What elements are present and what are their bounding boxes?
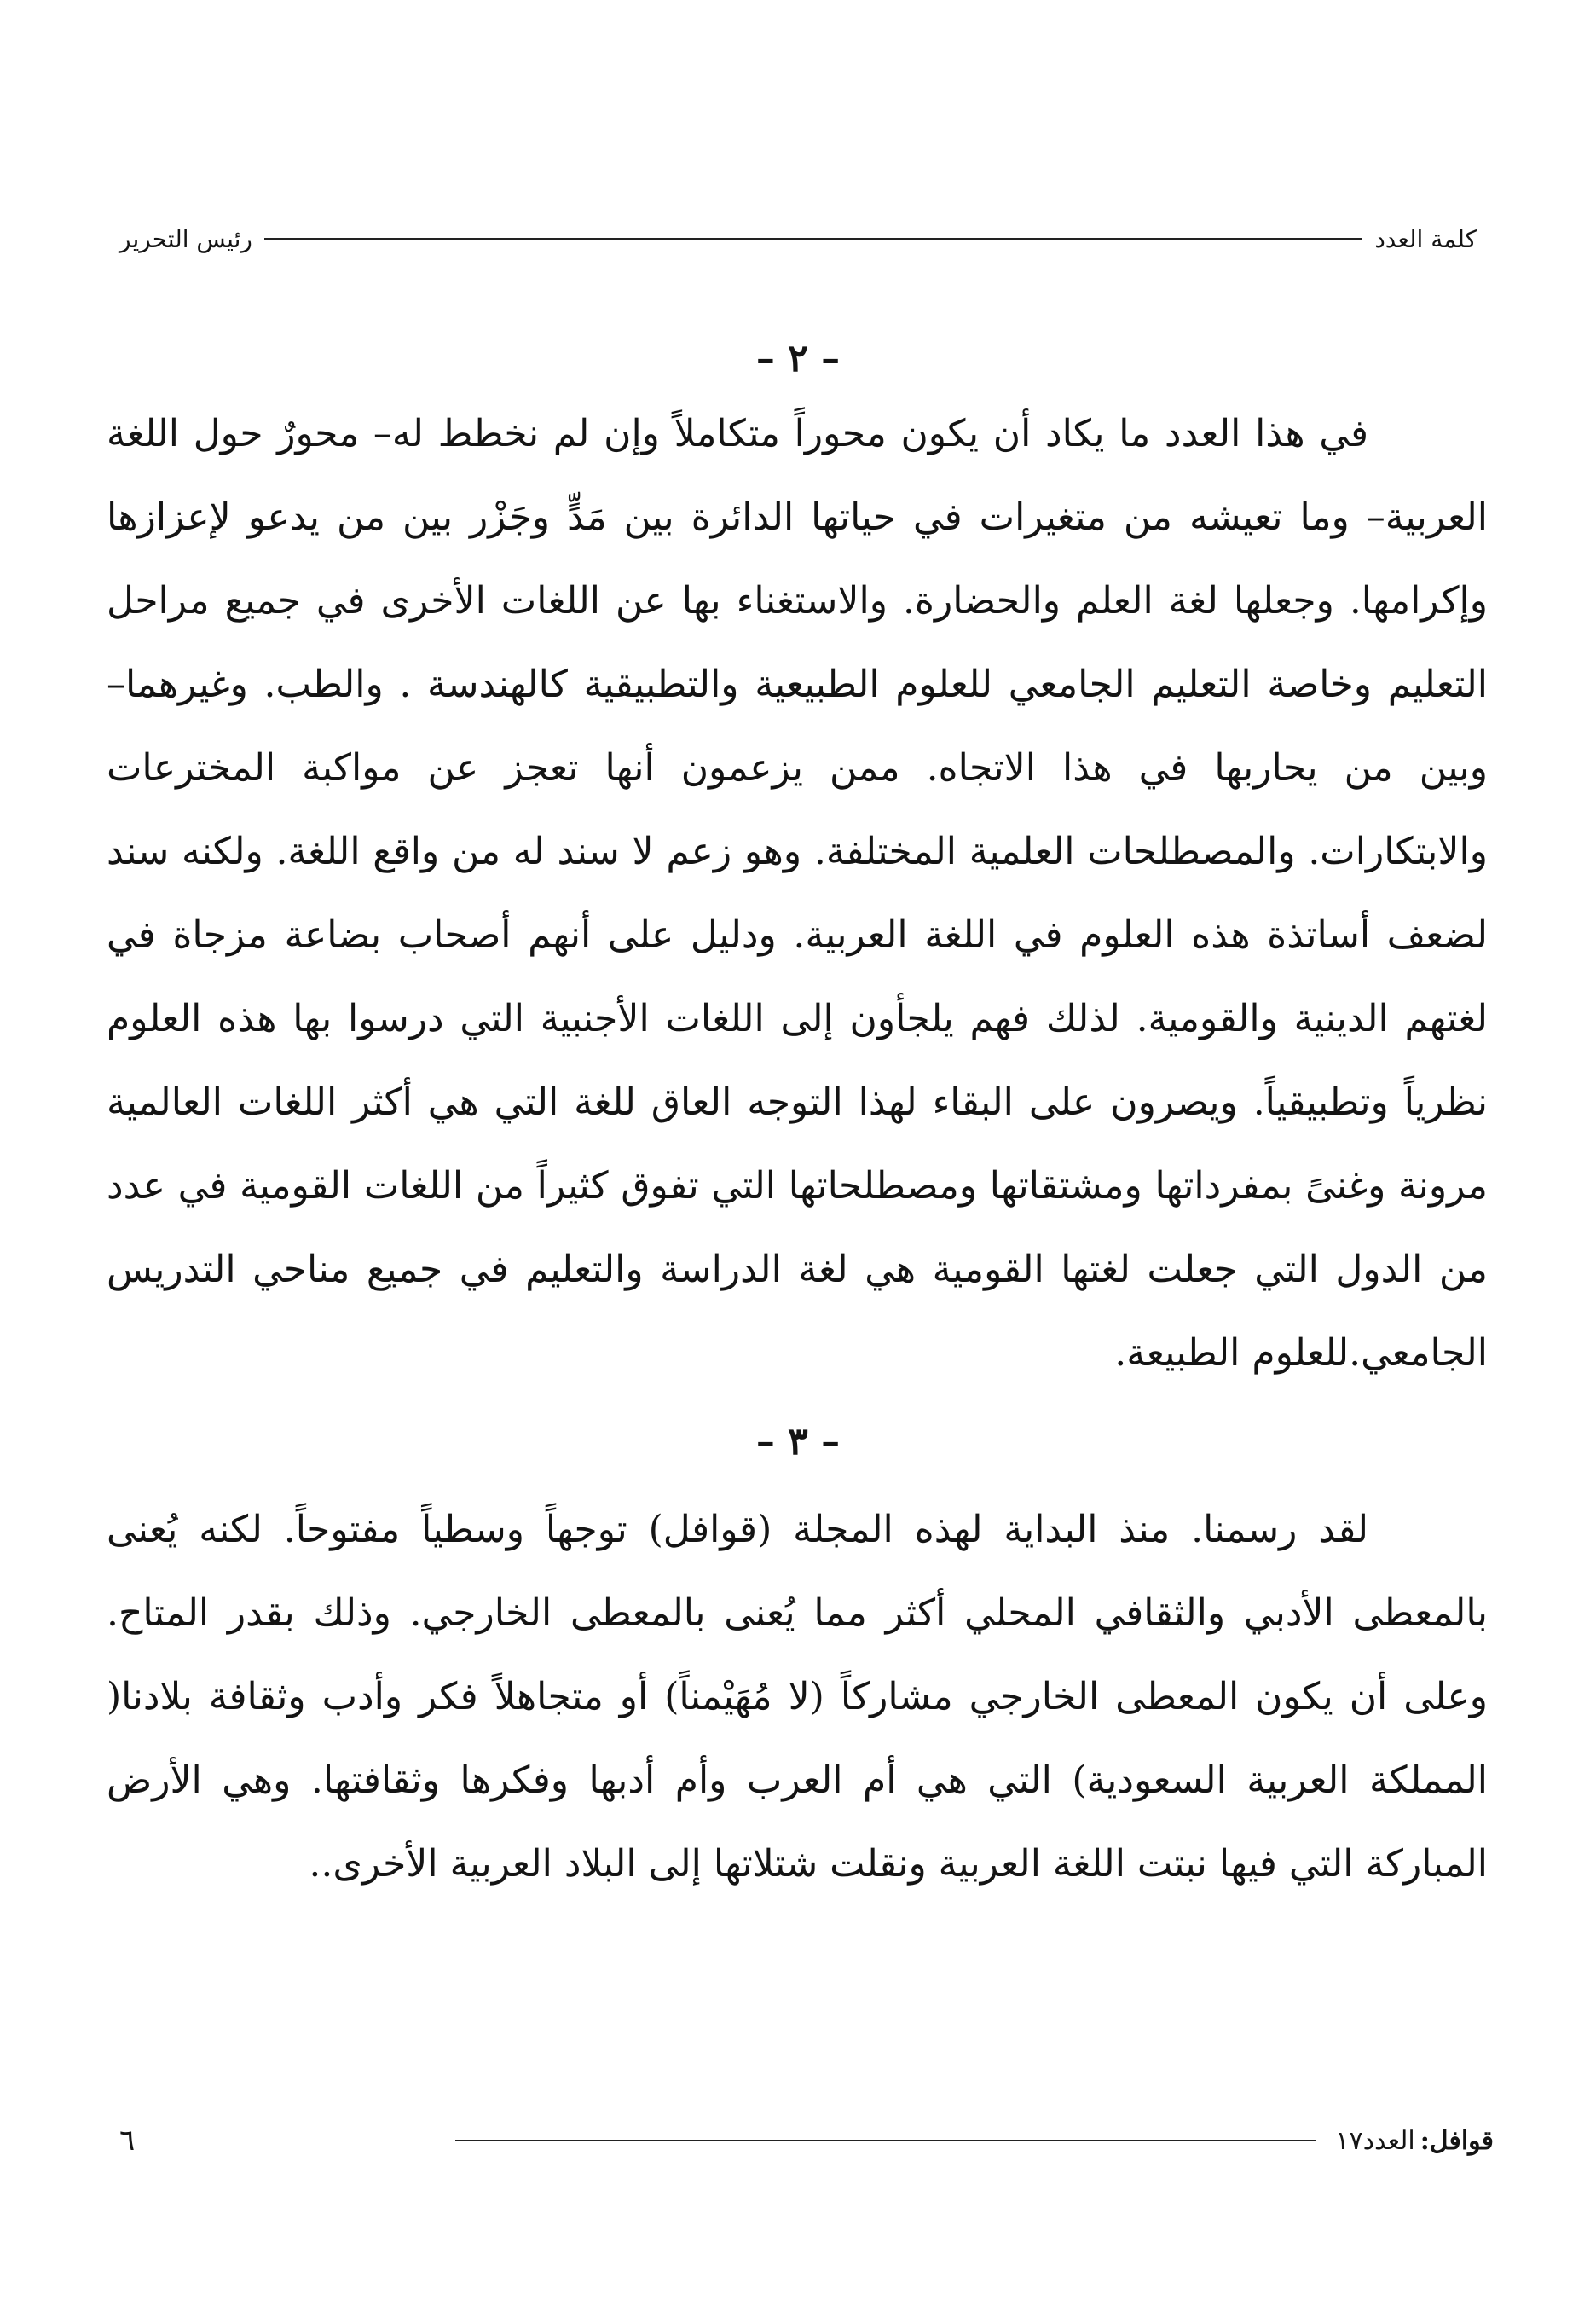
footer-magazine-name: قوافل: bbox=[1420, 2125, 1494, 2156]
section-number-3: – ٣ – bbox=[755, 1420, 841, 1463]
section-3-body bbox=[107, 1488, 1488, 1906]
page-number: ٦ bbox=[119, 2123, 136, 2158]
section-number-2: – ٢ – bbox=[755, 337, 841, 380]
section-3-paragraph: لقد رسمنا. منذ البداية لهذه المجلة (قوافل) توجهاً وسطياً مفتوحاً. لكنه يُعنى بالمعطى الأدبي والثقافي المحلي أكثر مما يُعنى بالمعطى الخارجي. وذلك بقدر المتاح. وعلى أن يكون المعطى الخارجي مشاركاً (لا مُهَيْمناً) أو متجاهلاً فكر وأدب وثقافة بلادنا( المملكة العربية السعودية) التي هي أم العرب وأم أدبها وفكرها وثقافتها. وهي الأرض المباركة التي فيها نبتت اللغة العربية ونقلت شتلاتها إلى البلاد العربية الأخرى.. bbox=[107, 1508, 1488, 1886]
running-footer bbox=[119, 2115, 1494, 2166]
section-2-body bbox=[107, 392, 1488, 1395]
footer-rule bbox=[455, 2140, 1316, 2141]
header-rule bbox=[264, 238, 1362, 240]
header-section-label: كلمة العدد bbox=[1374, 224, 1477, 253]
header-author-label: رئيس التحرير bbox=[119, 224, 252, 253]
section-2-paragraph: في هذا العدد ما يكاد أن يكون محوراً متكاملاً وإن لم نخطط له– محورٌ حول اللغة العربية– وما تعيشه من متغيرات في حياتها الدائرة بين مَدٍّ وجَزْر بين من يدعو لإعزازها وإكرامها. وجعلها لغة العلم والحضارة. والاستغناء بها عن اللغات الأخرى في جميع مراحل التعليم وخاصة التعليم الجامعي للعلوم الطبيعية والتطبيقية كالهندسة . والطب. وغيرهما–وبين من يحاربها في هذا الاتجاه. ممن يزعمون أنها تعجز عن مواكبة المخترعات والابتكارات. والمصطلحات العلمية المختلفة. وهو زعم لا سند له من واقع اللغة. ولكنه سند لضعف أساتذة هذه العلوم في اللغة العربية. ودليل على أنهم أصحاب بضاعة مزجاة في لغتهم الدينية والقومية. لذلك فهم يلجأون إلى اللغات الأجنبية التي درسوا بها هذه العلوم نظرياً وتطبيقياً. ويصرون على البقاء لهذا التوجه العاق للغة التي هي أكثر اللغات العالمية مرونة وغنىً بمفرداتها ومشتقاتها ومصطلحاتها التي تفوق كثيراً من اللغات القومية في عدد من الدول التي جعلت لغتها القومية هي لغة الدراسة والتعليم في جميع مناحي التدريس الجامعي.للعلوم الطبيعة. bbox=[107, 412, 1488, 1375]
running-header bbox=[119, 217, 1477, 260]
footer-issue-number: العدد١٧ bbox=[1335, 2125, 1415, 2156]
